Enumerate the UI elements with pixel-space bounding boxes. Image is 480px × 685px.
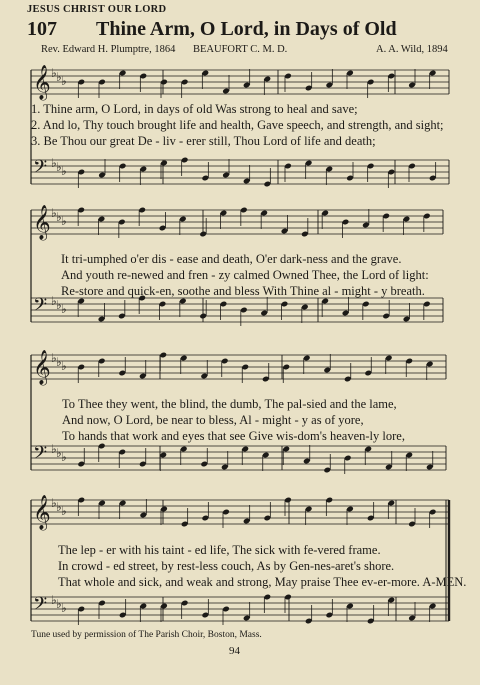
permission-note: Tune used by permission of The Parish Choir, Boston, Mass.	[31, 630, 262, 640]
flat-sign: ♭	[61, 450, 67, 464]
lyric-line: It tri-umphed o'er dis - ease and death, O'er dark-ness and the grave.	[61, 252, 402, 266]
flat-sign: ♭	[51, 442, 57, 456]
bass-clef: 𝄢	[33, 594, 48, 619]
flat-sign: ♭	[56, 446, 62, 460]
treble-clef: 𝄞	[33, 205, 51, 240]
bass-clef: 𝄢	[33, 157, 48, 182]
lyric-line: In crowd - ed street, by rest-less couch, As by Gen-nes-aret's shore.	[58, 559, 395, 573]
lyric-line: 2. And lo, Thy touch brought life and health, Gave speech, and strength, and sight;	[31, 118, 444, 132]
flat-sign: ♭	[61, 302, 67, 316]
lyric-line: To hands that work and eyes that see Give wis-dom's heaven-ly lore,	[62, 429, 405, 443]
flat-sign: ♭	[51, 156, 57, 170]
bass-clef: 𝄢	[33, 443, 48, 468]
flat-sign: ♭	[51, 351, 57, 365]
flat-sign: ♭	[56, 597, 62, 611]
flat-sign: ♭	[61, 214, 67, 228]
lyric-line: And now, O Lord, be near to bless, Al - might - y as of yore,	[62, 413, 364, 427]
flat-sign: ♭	[61, 74, 67, 88]
tune-name: BEAUFORT C. M. D.	[193, 44, 288, 55]
flat-sign: ♭	[61, 164, 67, 178]
lyric-line: 3. Be Thou our great De - liv - erer still, Thou Lord of life and death;	[31, 134, 376, 148]
lyric-line: Re-store and quick-en, soothe and bless With Thine al - might - y breath.	[61, 284, 425, 298]
lyric-line: To Thee they went, the blind, the dumb, The pal-sied and the lame,	[62, 397, 397, 411]
lyric-line: And youth re-newed and fren - zy calmed Owned Thee, the Lord of light:	[61, 268, 429, 282]
author-credit: Rev. Edward H. Plumptre, 1864	[41, 44, 176, 55]
flat-sign: ♭	[56, 210, 62, 224]
flat-sign: ♭	[51, 496, 57, 510]
composer-credit: A. A. Wild, 1894	[376, 44, 448, 55]
treble-clef: 𝄞	[33, 495, 51, 530]
lyric-line: That whole and sick, and weak and strong, May praise Thee ev-er-more. A-MEN.	[58, 575, 467, 589]
flat-sign: ♭	[56, 160, 62, 174]
flat-sign: ♭	[56, 355, 62, 369]
flat-sign: ♭	[51, 206, 57, 220]
lyric-line: 1. Thine arm, O Lord, in days of old Was strong to heal and save;	[31, 102, 358, 116]
flat-sign: ♭	[51, 294, 57, 308]
flat-sign: ♭	[61, 504, 67, 518]
treble-clef: 𝄞	[33, 350, 51, 385]
bass-clef: 𝄢	[33, 295, 48, 320]
flat-sign: ♭	[56, 70, 62, 84]
flat-sign: ♭	[51, 66, 57, 80]
hymn-number: 107	[27, 18, 57, 40]
lyric-line: The lep - er with his taint - ed life, The sick with fe-vered frame.	[58, 543, 381, 557]
flat-sign: ♭	[61, 601, 67, 615]
flat-sign: ♭	[61, 359, 67, 373]
flat-sign: ♭	[56, 298, 62, 312]
section-heading: JESUS CHRIST OUR LORD	[27, 4, 167, 15]
treble-clef: 𝄞	[33, 65, 51, 100]
page-number: 94	[229, 645, 240, 657]
hymn-title: Thine Arm, O Lord, in Days of Old	[96, 18, 397, 40]
flat-sign: ♭	[51, 593, 57, 607]
flat-sign: ♭	[56, 500, 62, 514]
